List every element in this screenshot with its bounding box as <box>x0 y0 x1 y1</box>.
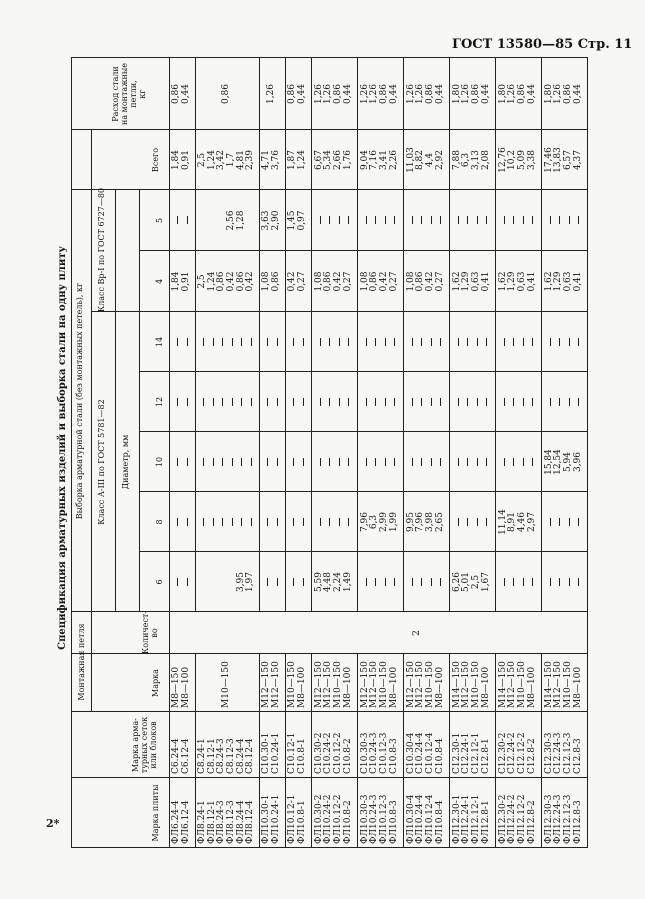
empty-dash <box>523 217 524 225</box>
cell-d4: 1,62 1,29 0,63 0,41 <box>497 271 537 292</box>
empty-dash <box>513 338 514 346</box>
empty-dash <box>421 458 422 466</box>
empty-dash <box>320 398 321 406</box>
column-rule <box>139 431 587 432</box>
empty-dash <box>486 458 487 466</box>
empty-dash <box>394 217 395 225</box>
empty-dash <box>348 518 349 526</box>
cell-d8: 9,95 7,96 3,98 2,65 <box>405 511 445 533</box>
empty-dash <box>458 338 459 346</box>
empty-dash <box>486 217 487 225</box>
empty-dash <box>348 217 349 225</box>
empty-dash <box>486 398 487 406</box>
empty-dash <box>440 338 441 346</box>
empty-dash <box>366 578 367 586</box>
cell-d5: 3,63 2,90 <box>261 210 281 231</box>
cell-loops: 0,86 0,44 <box>171 83 191 105</box>
empty-dash <box>177 518 178 526</box>
empty-dash <box>467 398 468 406</box>
empty-dash <box>569 217 570 225</box>
cell-d4: 1,08 0,86 0,42 0,27 <box>313 271 353 292</box>
header-d8: 8 <box>155 519 164 525</box>
empty-dash <box>394 338 395 346</box>
empty-dash <box>412 217 413 225</box>
header-loop-qty: Количест- во <box>141 610 159 654</box>
header-rule <box>169 58 170 848</box>
cell-plate: ФЛ10.30-4 ФЛ10.24-4 ФЛ10.12-4 ФЛ10.8-4 <box>405 794 445 844</box>
empty-dash <box>213 338 214 346</box>
cell-block: С10.30-4 С10.24-4 С10.12-4 С10.8-4 <box>405 732 445 774</box>
header-d4: 4 <box>155 278 164 285</box>
empty-dash <box>329 217 330 225</box>
header-rule <box>139 190 140 612</box>
cell-loop: М14—150 М12—150 М10—150 М8—100 <box>497 661 537 708</box>
empty-dash <box>339 518 340 526</box>
header-d5: 5 <box>155 217 164 224</box>
header-sampling: Выборка арматурной стали (без монтажных петель), кг <box>75 282 84 520</box>
empty-dash <box>213 398 214 406</box>
cell-loops: 1,26 1,26 0,86 0,44 <box>359 83 399 105</box>
empty-dash <box>523 578 524 586</box>
empty-dash <box>569 398 570 406</box>
empty-dash <box>440 398 441 406</box>
empty-dash <box>385 458 386 466</box>
empty-dash <box>177 578 178 586</box>
cell-plate: ФЛ10.30-1 ФЛ10.24-1 <box>261 794 281 844</box>
empty-dash <box>277 458 278 466</box>
loop-qty-value: 2 <box>412 630 422 636</box>
empty-dash <box>293 518 294 526</box>
empty-dash <box>440 578 441 586</box>
empty-dash <box>421 338 422 346</box>
cell-total: 11,03 8,82 4,4 2,92 <box>405 147 445 173</box>
empty-dash <box>241 338 242 346</box>
cell-block: С6.24-4 С6.12-4 <box>171 738 191 774</box>
row-rule <box>495 654 496 848</box>
empty-dash <box>293 338 294 346</box>
empty-dash <box>348 458 349 466</box>
empty-dash <box>550 578 551 586</box>
empty-dash <box>431 458 432 466</box>
header-class-bp1: Класс Вр-I по ГОСТ 6727—80 <box>97 187 106 312</box>
cell-total: 9,04 7,16 3,41 2,26 <box>359 149 399 171</box>
empty-dash <box>303 518 304 526</box>
empty-dash <box>431 578 432 586</box>
empty-dash <box>277 398 278 406</box>
empty-dash <box>213 458 214 466</box>
empty-dash <box>375 458 376 466</box>
empty-dash <box>559 398 560 406</box>
empty-dash <box>532 578 533 586</box>
cell-plate: ФЛ12.30-3 ФЛ12.24-3 ФЛ12.12-3 ФЛ12.8-3 <box>543 794 583 844</box>
cell-d4: 0,42 0,27 <box>287 271 307 292</box>
cell-total: 6,67 5,34 2,66 1,76 <box>313 149 353 171</box>
cell-d8: 7,96 6,3 2,99 1,99 <box>359 511 399 533</box>
empty-dash <box>412 338 413 346</box>
empty-dash <box>431 398 432 406</box>
cell-loop: М12—150 М12—150 М10—150 М8—100 <box>313 661 353 708</box>
cell-d5: 1,45 0,97 <box>287 210 307 231</box>
empty-dash <box>486 338 487 346</box>
empty-dash <box>431 217 432 225</box>
cell-block: С12.30-3 С12.24-3 С12.12-3 С12.8-3 <box>543 732 583 774</box>
empty-dash <box>504 458 505 466</box>
header-page: Стр. 11 <box>577 37 633 52</box>
empty-dash <box>329 458 330 466</box>
empty-dash <box>187 458 188 466</box>
empty-dash <box>267 518 268 526</box>
empty-dash <box>412 578 413 586</box>
row-rule <box>285 58 286 612</box>
empty-dash <box>412 398 413 406</box>
table-border <box>71 847 587 848</box>
empty-dash <box>222 398 223 406</box>
empty-dash <box>277 518 278 526</box>
cell-total: 4,71 3,76 <box>261 149 281 171</box>
cell-d6: 5,59 4,48 2,24 1,49 <box>313 571 353 593</box>
row-rule <box>195 654 196 848</box>
empty-dash <box>569 518 570 526</box>
empty-dash <box>241 518 242 526</box>
header-d12: 12 <box>155 396 164 408</box>
empty-dash <box>458 458 459 466</box>
empty-dash <box>187 518 188 526</box>
empty-dash <box>251 458 252 466</box>
empty-dash <box>513 458 514 466</box>
header-class-a3: Класс А-III по ГОСТ 5781—82 <box>97 399 106 525</box>
specification-table <box>71 58 645 848</box>
empty-dash <box>394 458 395 466</box>
empty-dash <box>232 338 233 346</box>
empty-dash <box>267 338 268 346</box>
cell-d5: 2,56 1,28 <box>225 210 246 231</box>
empty-dash <box>467 217 468 225</box>
cell-total: 12,76 10,2 5,09 3,38 <box>497 147 537 173</box>
empty-dash <box>458 217 459 225</box>
empty-dash <box>267 578 268 586</box>
empty-dash <box>375 338 376 346</box>
empty-dash <box>550 217 551 225</box>
empty-dash <box>232 518 233 526</box>
cell-loop: М12—150 М12—150 М10—150 М8—100 <box>359 661 399 708</box>
cell-loop: М10—150 <box>221 661 232 708</box>
empty-dash <box>222 338 223 346</box>
empty-dash <box>375 398 376 406</box>
cell-plate: ФЛ10.30-3 ФЛ10.24-3 ФЛ10.12-3 ФЛ10.8-3 <box>359 794 399 844</box>
empty-dash <box>523 458 524 466</box>
empty-dash <box>532 458 533 466</box>
empty-dash <box>187 338 188 346</box>
empty-dash <box>293 458 294 466</box>
empty-dash <box>504 578 505 586</box>
empty-dash <box>177 458 178 466</box>
empty-dash <box>477 458 478 466</box>
cell-loops: 1,80 1,26 0,86 0,44 <box>543 83 583 105</box>
empty-dash <box>203 458 204 466</box>
empty-dash <box>366 217 367 225</box>
cell-total: 1,84 0,91 <box>171 149 191 171</box>
header-diameter: Диаметр, мм <box>121 434 130 490</box>
empty-dash <box>513 217 514 225</box>
header-loop-group: Монтажная петля <box>77 623 86 701</box>
empty-dash <box>329 518 330 526</box>
cell-loops: 1,26 <box>266 83 277 105</box>
header-loops-steel: Расход стали на монтажные петли, кг <box>111 63 147 126</box>
empty-dash <box>320 338 321 346</box>
empty-dash <box>578 217 579 225</box>
empty-dash <box>251 518 252 526</box>
rotated-page-content <box>57 48 645 848</box>
row-rule <box>495 58 496 612</box>
empty-dash <box>320 458 321 466</box>
empty-dash <box>504 338 505 346</box>
row-rule <box>195 58 196 612</box>
empty-dash <box>477 338 478 346</box>
empty-dash <box>486 518 487 526</box>
cell-total: 7,88 6,3 3,13 2,08 <box>451 149 491 171</box>
empty-dash <box>213 518 214 526</box>
empty-dash <box>339 338 340 346</box>
empty-dash <box>303 338 304 346</box>
cell-plate: ФЛ6.24-4 ФЛ6.12-4 <box>171 800 191 844</box>
header-rule <box>91 612 92 712</box>
empty-dash <box>203 398 204 406</box>
empty-dash <box>203 338 204 346</box>
cell-plate: ФЛ8.24-1 ФЛ8.12-1 ФЛ8.24-3 ФЛ8.12-3 ФЛ8.24-4 ФЛ8.12-4 <box>197 800 256 844</box>
empty-dash <box>394 578 395 586</box>
cell-loop: М12—150 М12—150 М10—150 М8—100 <box>405 661 445 708</box>
header-title: ГОСТ 13580—85 <box>452 37 574 52</box>
empty-dash <box>458 518 459 526</box>
row-rule <box>403 654 404 848</box>
empty-dash <box>375 578 376 586</box>
cell-block: С10.30-3 С10.24-3 С10.12-3 С10.8-3 <box>359 732 399 774</box>
empty-dash <box>232 398 233 406</box>
empty-dash <box>241 458 242 466</box>
empty-dash <box>339 398 340 406</box>
empty-dash <box>303 398 304 406</box>
empty-dash <box>177 217 178 225</box>
header-total: Всего <box>151 147 160 173</box>
cell-plate: ФЛ12.30-1 ФЛ12.24-1 ФЛ12.12-1 ФЛ12.8-1 <box>451 794 491 844</box>
cell-loop: М14—150 М12—150 М10—150 М8—100 <box>543 661 583 708</box>
cell-loops: 1,80 1,26 0,86 0,44 <box>451 83 491 105</box>
cell-plate: ФЛ10.12-1 ФЛ10.8-1 <box>287 794 307 844</box>
empty-dash <box>523 398 524 406</box>
empty-dash <box>578 338 579 346</box>
empty-dash <box>550 338 551 346</box>
cell-total: 2,5 1,24 3,42 1,7 4,81 2,39 <box>197 149 256 171</box>
table-border <box>71 58 72 848</box>
cell-d6: 6,26 5,01 2,5 1,67 <box>451 571 491 593</box>
row-rule <box>541 58 542 612</box>
cell-loop: М14—150 М12—150 М10—150 М8—100 <box>451 661 491 708</box>
empty-dash <box>251 398 252 406</box>
empty-dash <box>177 398 178 406</box>
empty-dash <box>532 338 533 346</box>
empty-dash <box>277 338 278 346</box>
empty-dash <box>578 398 579 406</box>
empty-dash <box>504 398 505 406</box>
cell-d4: 1,62 1,29 0,63 0,41 <box>451 271 491 292</box>
row-rule <box>285 654 286 848</box>
empty-dash <box>467 458 468 466</box>
header-d10: 10 <box>155 456 164 468</box>
header-d6: 6 <box>155 579 164 585</box>
empty-dash <box>550 518 551 526</box>
header-loop-mark: Марка <box>151 669 160 697</box>
empty-dash <box>394 398 395 406</box>
cell-d4: 2,5 1,24 0,86 0,42 0,86 0,42 <box>197 271 256 292</box>
empty-dash <box>385 578 386 586</box>
header-rule <box>91 130 92 612</box>
cell-block: С10.30-2 С10.24-2 С10.12-2 С10.8-2 <box>313 732 353 774</box>
empty-dash <box>578 518 579 526</box>
header-d14: 14 <box>155 336 164 348</box>
empty-dash <box>241 398 242 406</box>
cell-block: С12.30-1 С12.24-1 С12.12-1 С12.8-1 <box>451 732 491 774</box>
empty-dash <box>569 338 570 346</box>
cell-loops: 0,86 <box>221 83 232 105</box>
empty-dash <box>532 398 533 406</box>
row-rule <box>357 58 358 612</box>
header-rule <box>115 190 116 612</box>
empty-dash <box>177 338 178 346</box>
empty-dash <box>366 338 367 346</box>
empty-dash <box>267 458 268 466</box>
cell-plate: ФЛ12.30-2 ФЛ12.24-2 ФЛ12.12-2 ФЛ12.8-2 <box>497 794 537 844</box>
empty-dash <box>320 217 321 225</box>
empty-dash <box>504 217 505 225</box>
empty-dash <box>467 518 468 526</box>
empty-dash <box>559 518 560 526</box>
row-rule <box>449 654 450 848</box>
empty-dash <box>329 398 330 406</box>
empty-dash <box>375 217 376 225</box>
empty-dash <box>578 578 579 586</box>
row-rule <box>311 654 312 848</box>
empty-dash <box>477 398 478 406</box>
table-border <box>587 58 588 848</box>
cell-loop: М10—150 М8—100 <box>287 661 307 708</box>
empty-dash <box>348 338 349 346</box>
empty-dash <box>303 458 304 466</box>
row-rule <box>311 58 312 612</box>
cell-block: С10.30-1 С10.24-1 <box>261 732 281 774</box>
empty-dash <box>348 398 349 406</box>
empty-dash <box>440 217 441 225</box>
empty-dash <box>385 398 386 406</box>
cell-block: С10.12-1 С10.8-1 <box>287 732 307 774</box>
empty-dash <box>267 398 268 406</box>
cell-loop: М12—150 М12—150 <box>261 661 281 708</box>
empty-dash <box>203 518 204 526</box>
empty-dash <box>232 458 233 466</box>
empty-dash <box>440 458 441 466</box>
cell-loops: 1,26 1,26 0,86 0,44 <box>313 83 353 105</box>
cell-loops: 0,86 0,44 <box>287 83 307 105</box>
cell-total: 1,87 1,24 <box>287 149 307 171</box>
cell-d4: 1,62 1,29 0,63 0,41 <box>543 271 583 292</box>
empty-dash <box>329 338 330 346</box>
cell-plate: ФЛ10.30-2 ФЛ10.24-2 ФЛ10.12-2 ФЛ10.8-2 <box>313 794 353 844</box>
empty-dash <box>385 338 386 346</box>
empty-dash <box>320 518 321 526</box>
cell-loops: 1,26 1,26 0,86 0,44 <box>405 83 445 105</box>
empty-dash <box>477 217 478 225</box>
empty-dash <box>251 338 252 346</box>
empty-dash <box>412 458 413 466</box>
empty-dash <box>222 458 223 466</box>
empty-dash <box>187 217 188 225</box>
empty-dash <box>467 338 468 346</box>
empty-dash <box>458 398 459 406</box>
column-rule <box>139 371 587 372</box>
empty-dash <box>385 217 386 225</box>
row-rule <box>259 58 260 612</box>
cell-d6: 3,95 1,97 <box>235 571 256 593</box>
row-rule <box>449 58 450 612</box>
cell-loops: 1,80 1,26 0,86 0,44 <box>497 83 537 105</box>
header-block: Марка арма- турных сеток или блоков <box>131 716 158 774</box>
cell-d8: 11,14 8,91 4,46 2,97 <box>497 509 537 535</box>
empty-dash <box>523 338 524 346</box>
empty-dash <box>187 578 188 586</box>
page-marker: 2* <box>46 817 60 830</box>
row-rule <box>541 654 542 848</box>
empty-dash <box>222 518 223 526</box>
cell-block: С12.30-2 С12.24-2 С12.12-2 С12.8-2 <box>497 732 537 774</box>
empty-dash <box>421 578 422 586</box>
table-title: Спецификация арматурных изделий и выборка стали на одну плиту <box>57 246 68 650</box>
empty-dash <box>532 217 533 225</box>
row-rule <box>259 654 260 848</box>
empty-dash <box>513 578 514 586</box>
cell-d4: 1,08 0,86 <box>261 271 281 292</box>
cell-d10: 15,84 12,54 5,94 3,96 <box>543 449 583 475</box>
header-plate: Марка плиты <box>151 784 160 842</box>
empty-dash <box>421 398 422 406</box>
empty-dash <box>277 578 278 586</box>
empty-dash <box>303 578 304 586</box>
empty-dash <box>366 398 367 406</box>
cell-d4: 1,08 0,86 0,42 0,27 <box>405 271 445 292</box>
empty-dash <box>366 458 367 466</box>
empty-dash <box>431 338 432 346</box>
empty-dash <box>339 217 340 225</box>
row-rule <box>357 654 358 848</box>
empty-dash <box>569 578 570 586</box>
empty-dash <box>293 398 294 406</box>
empty-dash <box>559 217 560 225</box>
cell-block: С8.24-1 С8.12-1 С8.24-3 С8.12-3 С8.24-4 С8.12-4 <box>197 738 256 774</box>
empty-dash <box>187 398 188 406</box>
empty-dash <box>513 398 514 406</box>
row-rule <box>403 58 404 612</box>
empty-dash <box>550 398 551 406</box>
cell-total: 17,46 13,83 6,57 4,37 <box>543 147 583 173</box>
cell-d4: 1,08 0,86 0,42 0,27 <box>359 271 399 292</box>
empty-dash <box>559 338 560 346</box>
empty-dash <box>421 217 422 225</box>
empty-dash <box>559 578 560 586</box>
empty-dash <box>293 578 294 586</box>
empty-dash <box>339 458 340 466</box>
empty-dash <box>477 518 478 526</box>
cell-loop: М8—150 М8—100 <box>171 666 191 708</box>
cell-d4: 1,84 0,91 <box>171 271 191 292</box>
